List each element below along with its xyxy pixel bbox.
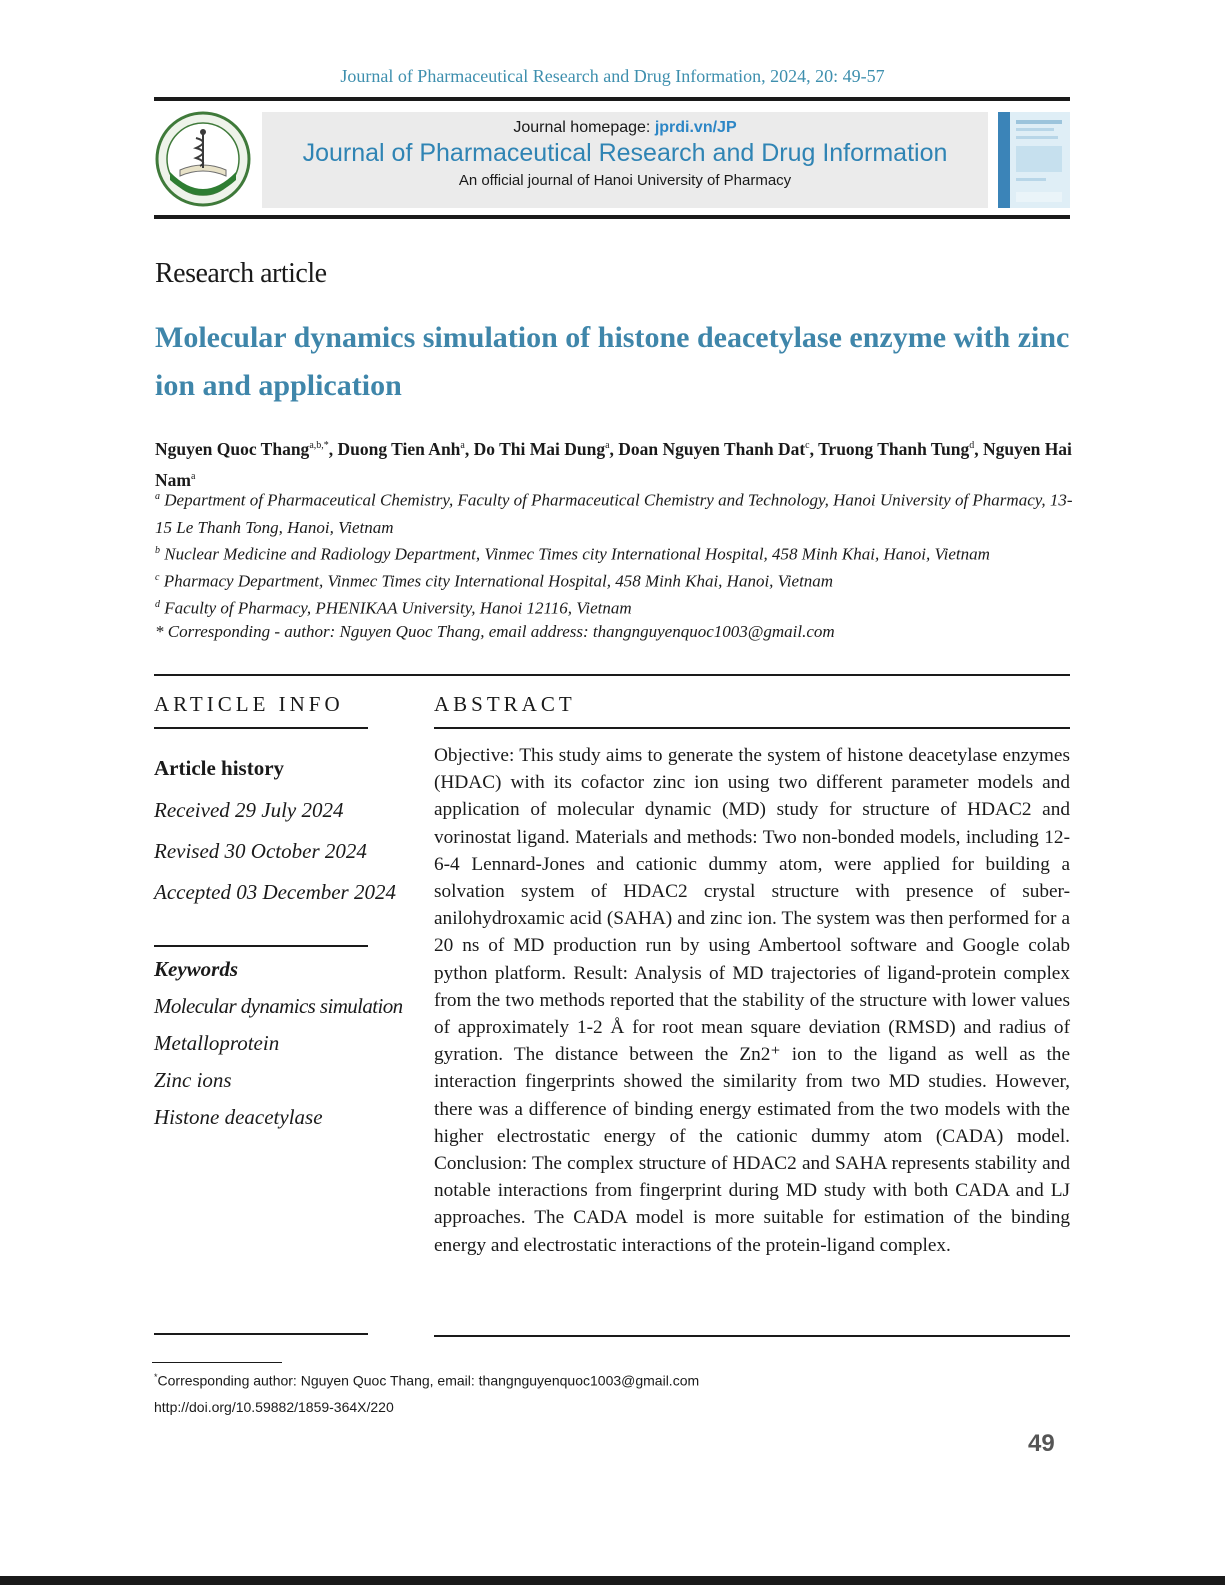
page-number: 49 bbox=[1028, 1430, 1055, 1457]
author: Nguyen Quoc Thang$^{a,b,*}$, bbox=[155, 438, 338, 459]
keyword-item: Molecular dynamics simulation bbox=[154, 994, 403, 1018]
article-title: Molecular dynamics simulation of histone deacetylase enzyme with zinc ion and application bbox=[155, 321, 1070, 402]
homepage-link[interactable]: jprdi.vn/JP bbox=[654, 119, 737, 136]
header-top-rule bbox=[154, 97, 1070, 101]
author: Duong Tien Anh$^a$, bbox=[337, 438, 474, 459]
affiliation-b: $^b$ Nuclear Medicine and Radiology Department, Vinmec Times city International Hospital, 458 Minh Khai, Hanoi, Vietnam bbox=[155, 544, 990, 564]
running-head: Journal of Pharmaceutical Research and Drug Information, 2024, 20: 49-57 bbox=[340, 66, 885, 86]
affiliation-a: $^a$ Department of Pharmaceutical Chemistry, Faculty of Pharmaceutical Chemistry and Technology, Hanoi University of Pharmacy, 13-15 Le Thanh Tong, Hanoi, Vietnam bbox=[155, 490, 1073, 537]
article-info-bottom-rule bbox=[154, 1333, 368, 1335]
abstract-header: ABSTRACT bbox=[434, 692, 576, 716]
author: Doan Nguyen Thanh Dat$^c$, bbox=[618, 438, 819, 459]
journal-name: Journal of Pharmaceutical Research and Drug Information bbox=[302, 139, 948, 167]
footnote-rule bbox=[152, 1362, 282, 1363]
article-info-header: ARTICLE INFO bbox=[154, 692, 344, 716]
author: Nguyen Hai Nam$^a$ bbox=[155, 438, 1072, 490]
author: Do Thi Mai Dung$^a$, bbox=[473, 438, 619, 459]
accepted-date: Accepted 03 December 2024 bbox=[154, 880, 396, 904]
received-date: Received 29 July 2024 bbox=[154, 798, 344, 822]
keywords-heading: Keywords bbox=[154, 957, 238, 981]
affiliation-d: $^d$ Faculty of Pharmacy, PHENIKAA University, Hanoi 12116, Vietnam bbox=[155, 598, 632, 618]
keyword-item: Histone deacetylase bbox=[154, 1105, 323, 1129]
abstract-text: Objective: This study aims to generate the system of histone deacetylase enzymes (HDAC) with its cofactor zinc ion using two different parameter models and application of molecular dynamic (MD) study for structure of HDAC2 and vorinostat ligand. Materials and methods: Two non-bonded models, including 12-6-4 Lennard-Jones and cationic dummy atom, were applied for building a solvation system of HDAC2 crystal structure with presence of suber- anilohydroxamic acid (SAHA) and zinc ion. The system was then performed for a 20 ns of MD production run by using Ambertool software and Google colab python platform. Result: Analysis of MD trajectories of ligand-protein complex from the two methods reported that the stability of the structure with lower values of approximately 1-2 Å for root mean square deviation (RMSD) and radius of gyration. The distance between the Zn2⁺ ion to the ligand as well as the interaction fingerprints showed the similarity from two MD studies. However, there was a difference of binding energy estimated from the two models with the higher electrostatic energy of the cationic dummy atom (CADA) model. Conclusion: The complex structure of HDAC2 and SAHA represents stability and notable interactions from fingerprint during MD study with both CADA and LJ approaches. The CADA model is more suitable for estimation of the binding energy and electrostatic interactions of the protein-ligand complex. bbox=[434, 745, 1070, 1256]
keyword-item: Zinc ions bbox=[154, 1068, 232, 1092]
header-bottom-rule bbox=[154, 215, 1070, 219]
article-type-label: Research article bbox=[155, 258, 327, 289]
doi-link[interactable]: http://doi.org/10.59882/1859-364X/220 bbox=[154, 1399, 394, 1415]
journal-cover-image bbox=[998, 112, 1070, 208]
journal-masthead bbox=[262, 112, 988, 208]
keyword-item: Metalloprotein bbox=[154, 1031, 280, 1055]
journal-homepage bbox=[262, 119, 988, 137]
abstract-rule bbox=[434, 727, 1070, 729]
page-bottom-bar bbox=[0, 1576, 1225, 1585]
corresponding-author-line: * Corresponding - author: Nguyen Quoc Thang, email address: thangnguyenquoc1003@gmail.com bbox=[155, 622, 835, 641]
footnote-corresponding: *Corresponding author: Nguyen Quoc Thang, email: thangnguyenquoc1003@gmail.com bbox=[154, 1372, 700, 1389]
homepage-prefix: Journal homepage: bbox=[513, 119, 655, 136]
info-top-rule bbox=[154, 674, 1070, 676]
university-logo bbox=[152, 110, 254, 208]
abstract-bottom-rule bbox=[434, 1335, 1070, 1337]
revised-date: Revised 30 October 2024 bbox=[154, 839, 367, 863]
keywords-rule bbox=[154, 945, 368, 947]
journal-subtitle: An official journal of Hanoi University of Pharmacy bbox=[458, 172, 792, 189]
article-history-heading: Article history bbox=[154, 756, 285, 780]
author: Truong Thanh Tung$^d$, bbox=[818, 438, 983, 459]
article-info-rule bbox=[154, 727, 368, 729]
affiliation-c: $^c$ Pharmacy Department, Vinmec Times city International Hospital, 458 Minh Khai, Hanoi, Vietnam bbox=[155, 571, 834, 591]
